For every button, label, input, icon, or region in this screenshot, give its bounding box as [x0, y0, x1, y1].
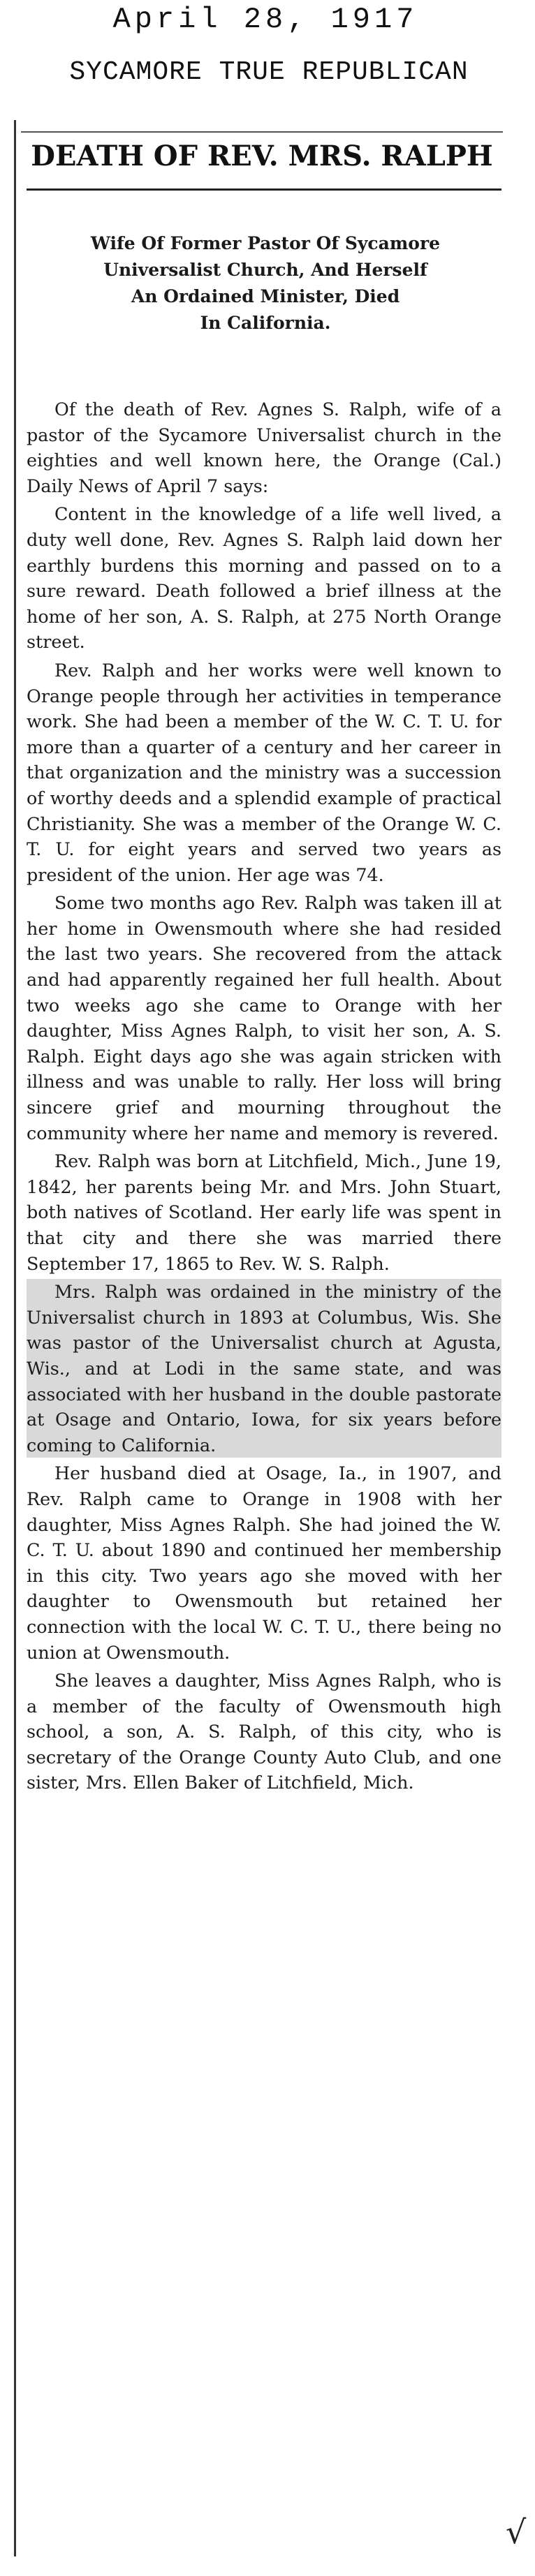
subhead-line-4: In California.	[200, 313, 331, 333]
article-headline: DEATH OF REV. MRS. RALPH	[31, 140, 493, 172]
article-subhead	[28, 230, 503, 336]
paragraph-survivors: She leaves a daughter, Miss Agnes Ralph, who is a member of the faculty of Owensmouth high school, a son, A. S. Ralph, of this city, who is secretary of the Orange County Auto Club, and one sister, Mrs. Ellen Baker of Litchfield, Mich.	[27, 1670, 501, 1793]
article-body	[27, 397, 501, 1798]
subhead-line-2: Universalist Church, And Herself	[103, 260, 427, 280]
paragraph-temperance: Rev. Ralph and her works were well known to Orange people through her activities in temperance work. She had been a member of the W. C. T. U. for more than a quarter of a century and her career in that organization and the ministry was a succession of worthy deeds and a splendid example of practical Christianity. She was a member of the Orange W. C. T. U. for eight years and served two years as president of the union. Her age was 74.	[27, 659, 501, 885]
paragraph-ordination: Mrs. Ralph was ordained in the ministry of the Universalist church in 1893 at Columbus, Wis. She was pastor of the Universalist church at Agusta, Wis., and at Lodi in the same state, and was associated with her husband in the double pastorate at Osage and Ontario, Iowa, for six years before coming to California.	[27, 1279, 501, 1458]
clipping-top-rule	[21, 131, 503, 133]
check-mark: √	[506, 2513, 527, 2551]
paragraph-husband: Her husband died at Osage, Ia., in 1907, and Rev. Ralph came to Orange in 1908 with her daughter, Miss Agnes Ralph. She had joined the W. C. T. U. about 1890 and continued her membership in this city. Two years ago she moved with her daughter to Owensmouth but retained her connection with the local W. C. T. U., there being no union at Owensmouth.	[27, 1463, 501, 1663]
paragraph-content: Content in the knowledge of a life well lived, a duty well done, Rev. Agnes S. Ralph laid down her earthly burdens this morning and passed on to a sure reward. Death followed a brief illness at the home of her son, A. S. Ralph, at 275 North Orange street.	[27, 503, 501, 653]
paragraph-birth: Rev. Ralph was born at Litchfield, Mich., June 19, 1842, her parents being Mr. and Mrs. John Stuart, both natives of Scotland. Her early life was spent in that city and there she was married there September 17, 1865 to Rev. W. S. Ralph.	[27, 1150, 501, 1274]
clipping-date: April 28, 1917	[112, 3, 418, 36]
subhead-line-3: An Ordained Minister, Died	[131, 286, 400, 306]
paragraph-intro: Of the death of Rev. Agnes S. Ralph, wife of a pastor of the Sycamore Universalist church in the eighties and well known here, the Orange (Cal.) Daily News of April 7 says:	[27, 399, 501, 496]
headline-rule	[27, 188, 501, 191]
newspaper-name: SYCAMORE TRUE REPUBLICAN	[69, 57, 469, 87]
paragraph-illness: Some two months ago Rev. Ralph was taken ill at her home in Owensmouth where she had resided the last two years. She recovered from the attack and had apparently regained her full health. About two weeks ago she came to Orange with her daughter, Miss Agnes Ralph, to visit her son, A. S. Ralph. Eight days ago she was again stricken with illness and was unable to rally. Her loss will bring sincere grief and mourning throughout the community where her name and memory is revered.	[27, 892, 501, 1143]
subhead-line-1: Wife Of Former Pastor Of Sycamore	[90, 233, 441, 253]
